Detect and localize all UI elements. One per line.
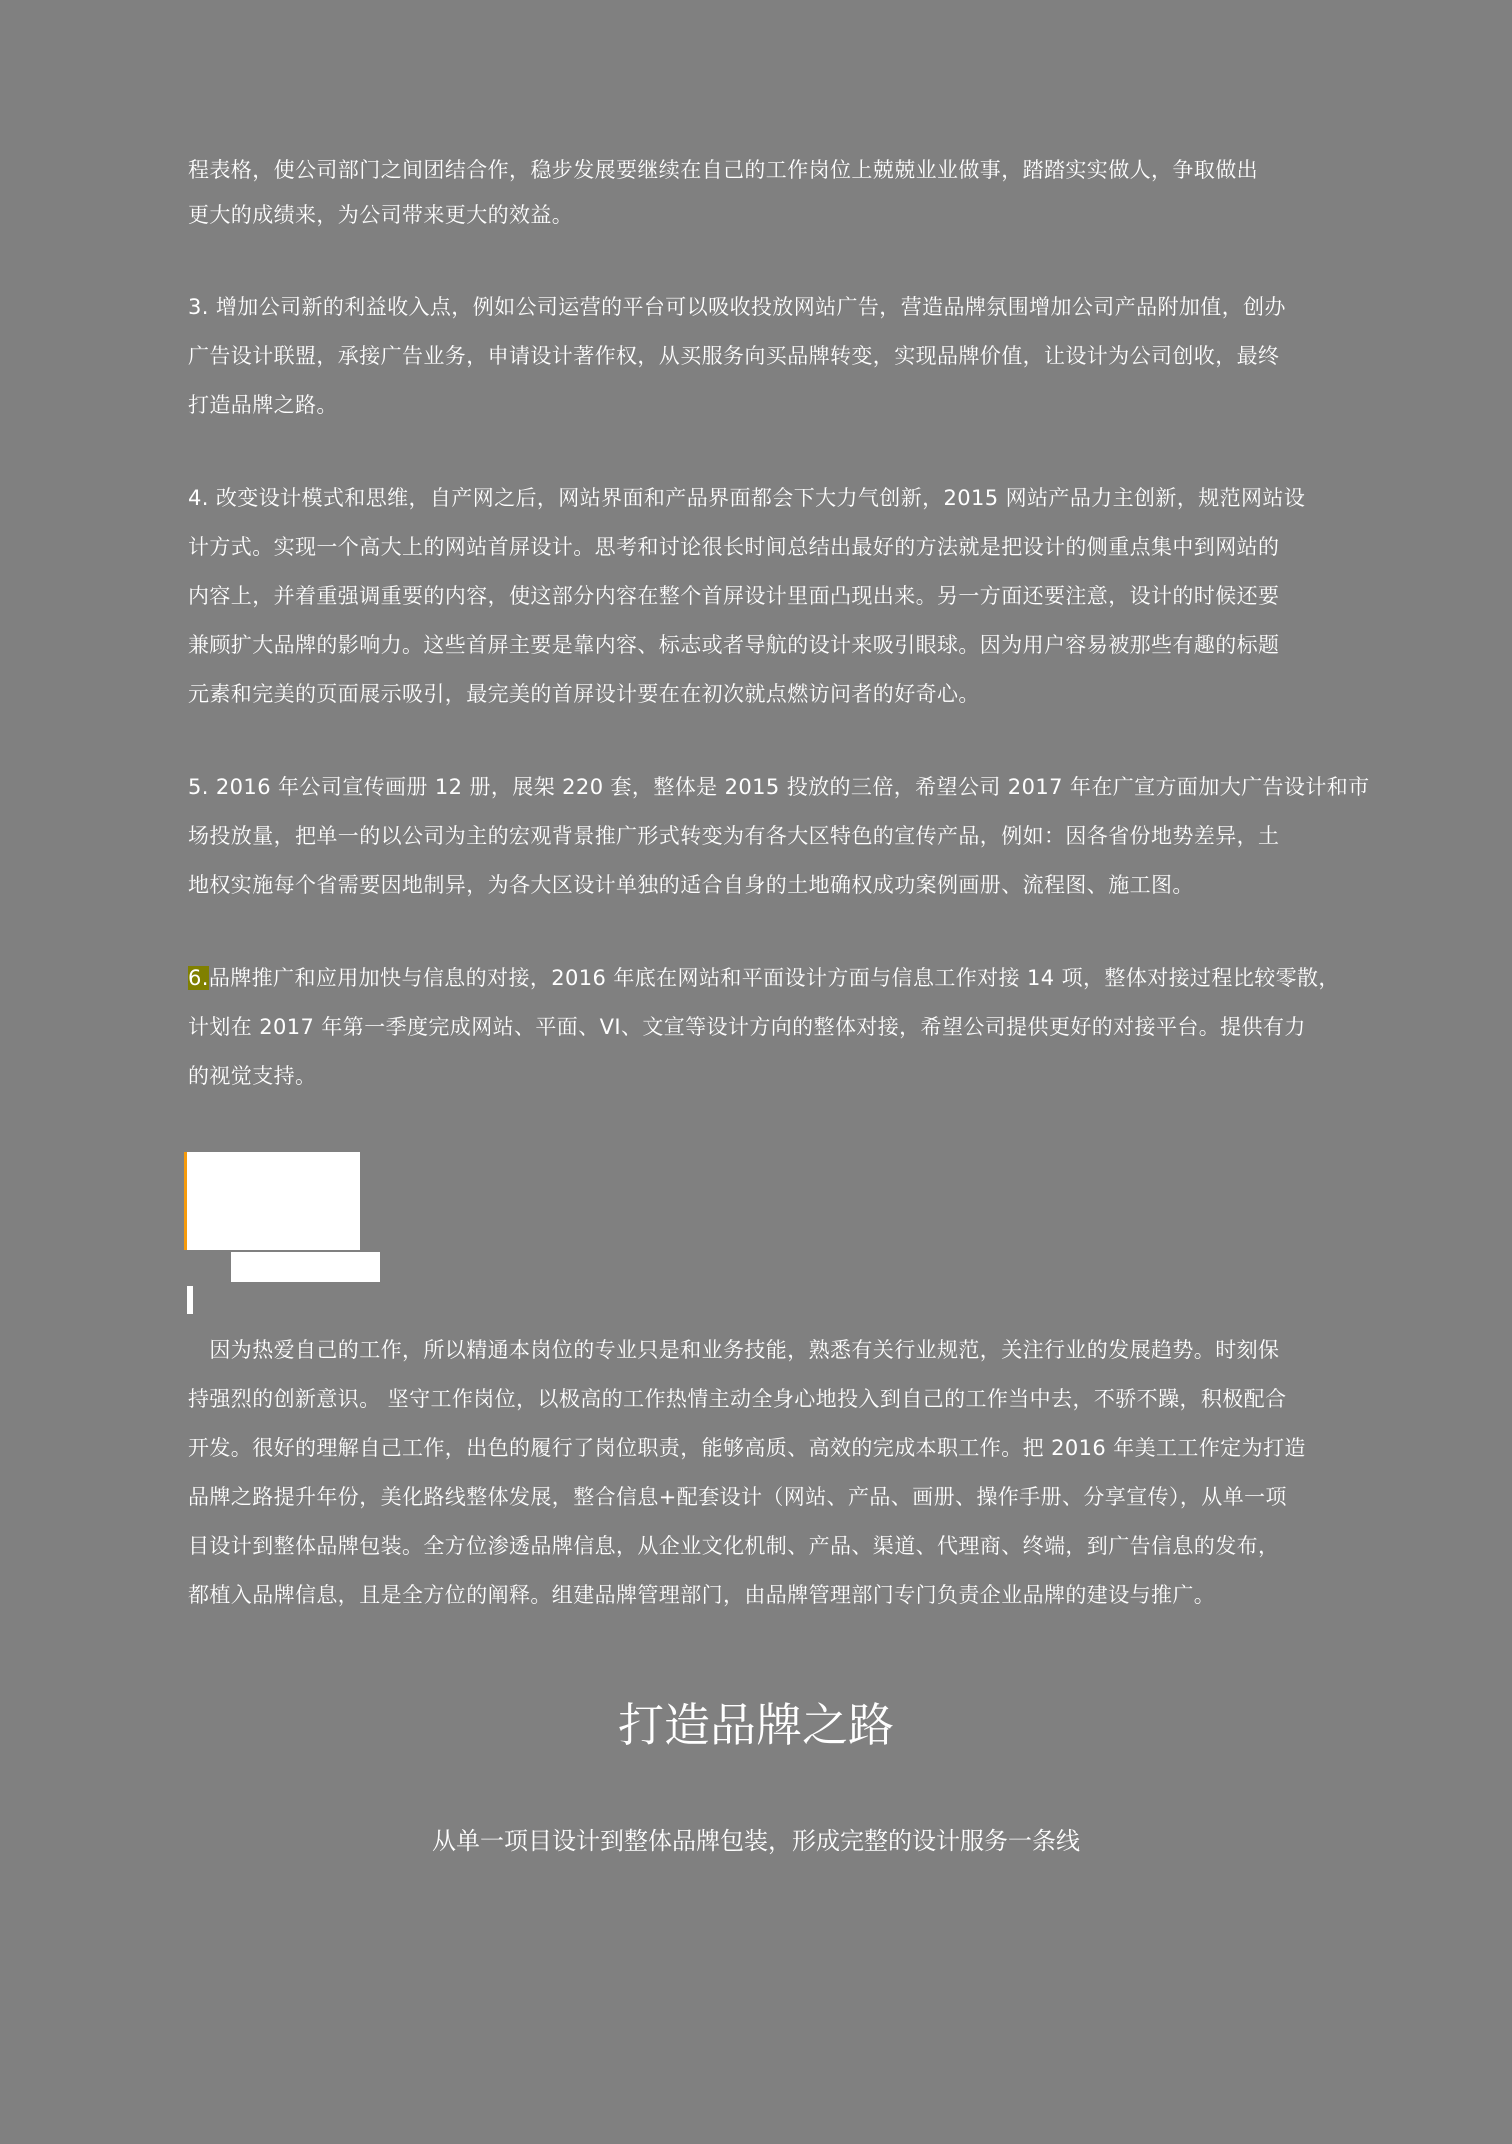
text-line: 因为热爱自己的工作，所以精通本岗位的专业只是和业务技能，熟悉有关行业规范，关注行业的发展趋势。时刻保 xyxy=(188,1338,1280,1362)
text-line: 场投放量，把单一的以公司为主的宏观背景推广形式转变为有各大区特色的宣传产品，例如：因各省份地势差异，土 xyxy=(188,824,1280,848)
text-line: 元素和完美的页面展示吸引，最完美的首屏设计要在在初次就点燃访问者的好奇心。 xyxy=(188,682,980,706)
text-line: 的视觉支持。 xyxy=(188,1064,317,1088)
text-line: 计划在 2017 年第一季度完成网站、平面、VI、文宣等设计方向的整体对接，希望公司提供更好的对接平台。提供有力 xyxy=(188,1015,1306,1039)
text-line: 目设计到整体品牌包装。全方位渗透品牌信息，从企业文化机制、产品、渠道、代理商、终端，到广告信息的发布， xyxy=(188,1534,1280,1558)
highlighted-marker: 6. xyxy=(188,966,209,990)
caption-placeholder xyxy=(231,1252,380,1282)
text-line: 程表格，使公司部门之间团结合作，稳步发展要继续在自己的工作岗位上兢兢业业做事，踏踏实实做人，争取做出 xyxy=(188,158,1258,182)
text-line: 5. 2016 年公司宣传画册 12 册，展架 220 套，整体是 2015 投放的三倍，希望公司 2017 年在广宣方面加大广告设计和市 xyxy=(188,775,1370,799)
text-line: 4. 改变设计模式和思维，自产网之后，网站界面和产品界面都会下大力气创新，2015 网站产品力主创新，规范网站设 xyxy=(188,486,1306,510)
text-line: 打造品牌之路。 xyxy=(188,393,338,417)
text-line: 更大的成绩来，为公司带来更大的效益。 xyxy=(188,203,574,227)
text-span: 品牌推广和应用加快与信息的对接，2016 年底在网站和平面设计方面与信息工作对接 14 项，整体对接过程比较零散， xyxy=(208,966,1340,990)
text-line: 计方式。实现一个高大上的网站首屏设计。思考和讨论很长时间总结出最好的方法就是把设计的侧重点集中到网站的 xyxy=(188,535,1280,559)
text-line: 兼顾扩大品牌的影响力。这些首屏主要是靠内容、标志或者导航的设计来吸引眼球。因为用户容易被那些有趣的标题 xyxy=(188,633,1280,657)
text-line: 广告设计联盟，承接广告业务，申请设计著作权，从买服务向买品牌转变，实现品牌价值，让设计为公司创收，最终 xyxy=(188,344,1280,368)
text-line: 都植入品牌信息，且是全方位的阐释。组建品牌管理部门，由品牌管理部门专门负责企业品牌的建设与推广。 xyxy=(188,1583,1216,1607)
text-line: 内容上，并着重强调重要的内容，使这部分内容在整个首屏设计里面凸现出来。另一方面还要注意，设计的时候还要 xyxy=(188,584,1280,608)
text-line xyxy=(188,964,1340,992)
text-line: 开发。很好的理解自己工作，出色的履行了岗位职责，能够高质、高效的完成本职工作。把 2016 年美工工作定为打造 xyxy=(188,1436,1306,1460)
text-line: 品牌之路提升年份，美化路线整体发展，整合信息+配套设计（网站、产品、画册、操作手册、分享宣传），从单一项 xyxy=(188,1485,1287,1509)
text-line: 地权实施每个省需要因地制异，为各大区设计单独的适合自身的土地确权成功案例画册、流程图、施工图。 xyxy=(188,873,1194,897)
section-title: 打造品牌之路 xyxy=(618,1698,894,1752)
text-cursor-bar xyxy=(187,1286,193,1314)
section-subtitle: 从单一项目设计到整体品牌包装，形成完整的设计服务一条线 xyxy=(432,1827,1080,1855)
image-placeholder xyxy=(184,1152,360,1250)
text-line: 3. 增加公司新的利益收入点，例如公司运营的平台可以吸收投放网站广告，营造品牌氛围增加公司产品附加值，创办 xyxy=(188,295,1286,319)
text-line: 持强烈的创新意识。 坚守工作岗位，以极高的工作热情主动全身心地投入到自己的工作当中去，不骄不躁，积极配合 xyxy=(188,1387,1287,1411)
